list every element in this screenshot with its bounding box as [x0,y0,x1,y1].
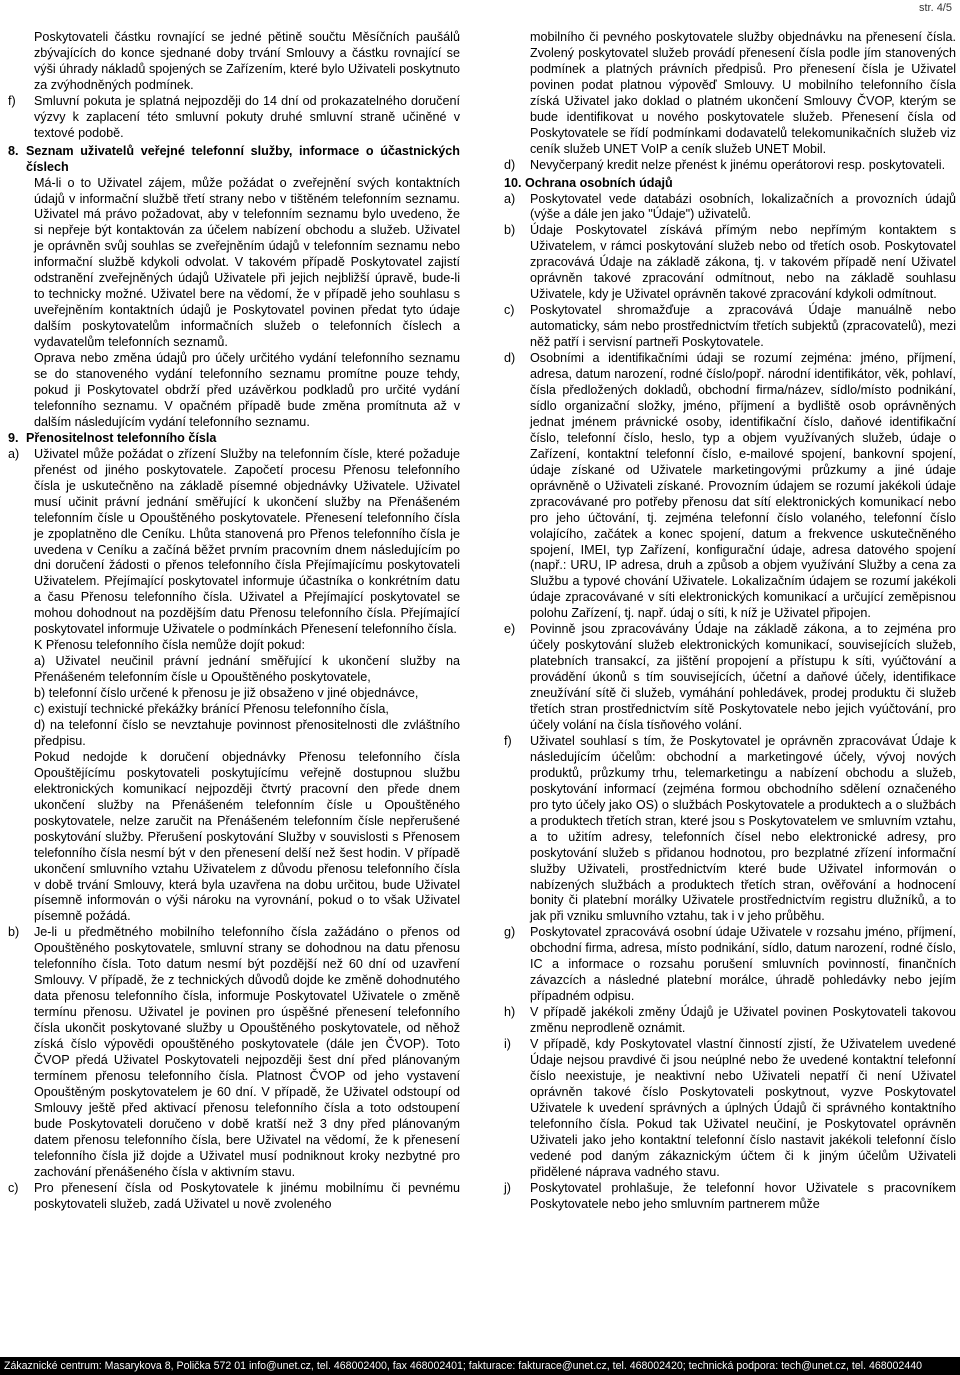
item-10d [504,351,956,622]
list-item: b) telefonní číslo určené k přenosu je již obsaženo v jiné objednávce, [34,686,419,701]
item-10h-marker: h) [504,1005,516,1020]
section-8-heading [8,144,460,176]
list-intro: K Přenosu telefonního čísla nemůže dojít pokud: [34,638,305,653]
item-9b-marker: b) [8,925,20,940]
item-10f-marker: f) [504,733,512,748]
item-9c-text: Pro přenesení čísla od Poskytovatele k jinému mobilnímu či pevnému poskytovateli služeb, zadá Uživatel u nově zvoleného [34,1180,460,1211]
item-9c-continuation: mobilního či pevného poskytovatele služby objednávku na přenesení čísla. Zvolený poskytovatel služeb provádí přenesení čísla podle jím stanovených podmínek a platných právních předpisů. Pro přenesení čísla je Uživatel povinen podat platnou výpověď Smlouvy. U mobilního telefonního čísla získá Uživatel jako doklad o platném ukončení Smlouvy ČVOP, kterým se bude identifikovat u nového poskytovatele služeb. Přenesení čísla od Poskytovatele se řídí podmínkami dodavatelů telekomunikačních služeb viz ceník služeb UNET VoIP a ceník služeb UNET Mobil. [530,30,956,156]
section-8-paragraph-1: Má-li o to Uživatel zájem, může požádat o zveřejnění svých kontaktních údajů v informační službě třetí strany nebo v tištěném telefonním seznamu. Uživatel má právo požadovat, aby v telefonním seznamu bylo uvedeno, že si nepřeje být kontaktován za účelem nabízení obchodu a služeb. Uživatel je oprávněn svůj souhlas se zveřejněním údajů v telefonním seznamu nebo informační službě kdykoli odvolat. V takovém případě Poskytovatel zajistí odstranění zveřejněných údajů Uživatele při jejich nejbližší úpravě, bude-li to technicky možné. Uživatel bere na vědomí, že v případě jeho souhlasu s uveřejněním kontaktních údajů je Poskytovatel povinen předat tyto údaje dalším poskytovatelům informačních služeb o telefonních číslech a vydavatelům telefonních seznamů. [34,175,460,350]
item-9d-text: Nevyčerpaný kredit nelze přenést k jinému operátorovi resp. poskytovateli. [530,157,946,172]
item-9a-paragraph-2: Pokud nedojde k doručení objednávky Přenosu telefonního čísla Opouštějícímu poskytovateli poskytujícímu veřejně dostupnou službu elektronických komunikací nejpozději čtvrtý pracovní den přede dnem ukončení služby na Přenášeném telefonním čísle u Opouštěného poskytovatele, nelze zaručit na Přenášeném telefonním čísle nepřerušené poskytování služby. Přerušení poskytování Služby v souvislosti s Přenosem telefonního čísla nesmí být v den přenesení delší než šest hodin. V případě ukončení smluvního vztahu Uživatelem z důvodu přenosu telefonního čísla v době trvání Smlouvy, která byla uzavřena na dobu určitou, bude Uživatel písemně informován o výši nároku na vyrovnání, pokud o to však Uživatel písemně požádá. [34,749,460,924]
item-9b-text: Je-li u předmětného mobilního telefonního čísla zažádáno o přenos od Opouštěného poskytovatele, smluvní strany se dohodnou na datu přenosu telefonního čísla. Toto datum nesmí být pozdější než 60 dní od uzavření Smlouvy. V případě, že z technických důvodů dojde ke změně dohodnutého data přenosu telefonního čísla, informuje Poskytovatel Uživatele o změně termínu přenosu. Uživatel je povinen pro úspěšné přenesení telefonního čísla ukončit poskytované služby u Opouštěného poskytovatele, od něhož získá číslo výpovědi opouštěného poskytovatele (dále jen ČVOP). Toto ČVOP předá Uživatel Poskytovateli nejpozději šest dní před plánovaným termínem přenosu telefonního čísla. Platnost ČVOP od jeho vystavení Opouštěným poskytovatelem je 60 dní. V případě, že Uživatel odstoupí od Smlouvy ještě před aktivací přenosu telefonního čísla a toto odstoupení bude Poskytovateli doručeno v době kratší než 3 dny před plánovaným datem přenosu telefonního čísla, bere Uživatel na vědomí, že k přenesení telefonního čísla již dojde a Uživatel musí podniknout kroky nezbytné pro zachování přenášeného čísla v aktivním stavu. [34,925,460,1179]
list-item: a) Uživatel neučinil právní jednání směřující k ukončení služby na Přenášeném telefonním čísle u Opouštěného poskytovatele, [34,654,460,685]
item-10b-marker: b) [504,223,516,238]
item-10g-marker: g) [504,925,516,940]
item-f-text: Smluvní pokuta je splatná nejpozději do 14 dní od prokazatelného doručení výzvy k zaplacení této smluvní pokuty druhé smluvní straně učiněné v textové podobě. [34,93,460,140]
item-9b [8,925,460,1180]
section-8-paragraph-2: Oprava nebo změna údajů pro účely určitého vydání telefonního seznamu se do stanoveného vydání telefonního seznamu promítne pouze tehdy, pokud ji Poskytovatel obdrží před uzávěrkou podkladů pro určité vydání telefonního seznamu. V opačném případě bude změna promítnuta až v dalším následujícím vydání telefonního seznamu. [34,351,460,429]
item-9c [8,1181,460,1213]
item-9a-marker: a) [8,446,20,461]
item-10e-marker: e) [504,622,516,637]
item-10b-text: Údaje Poskytovatel získává přímým nebo nepřímým kontaktem s Uživatelem, v rámci poskytování služeb nebo od třetích osob. Poskytovatel zpracovává Údaje na základě zákona, tj. v takovém případě není Uživatel oprávněn takové zpracování odmítnout, nebo na základě souhlasu Uživatele, kdy je Uživatel oprávněn takové zpracování kdykoli odmítnout. [530,223,956,302]
paragraph-intro: Poskytovateli částku rovnající se jedné pětině součtu Měsíčních paušálů zbývajících do konce sjednané doby trvání Smlouvy a částku rovnající se výši úhrady nákladů spojených se Zařízením, které bylo Uživateli poskytnuto za zvýhodněných podmínek. [34,30,460,92]
item-10h-text: V případě jakékoli změny Údajů je Uživatel povinen Poskytovateli takovou změnu neprodleně oznámit. [530,1005,956,1036]
item-9d-marker: d) [504,157,516,172]
item-10j [504,1181,956,1213]
item-9a [8,447,460,638]
section-9-heading [8,431,460,447]
item-10i-text: V případě, kdy Poskytovatel vlastní činností zjistí, že Uživatelem uvedené Údaje nejsou pravdivé či jsou neúplné nebo že uvedené kontaktní telefonní číslo neexistuje, je neaktivní nebo Uživateli nepatří či není Uživatel oprávněn takové číslo Poskytovateli poskytnout, vyzve Poskytovatel Uživatele k uvedení správných a úplných Údajů či správného kontaktního telefonního čísla. Pokud tak Uživatel neučiní, je Poskytovatel oprávněn Uživateli jako jeho kontaktní telefonní číslo nastavit jakékoli telefonní číslo vedené pod daným zákaznickým účtem či k jiným účelům Uživateli přidělené náprava vadného stavu. [530,1037,956,1179]
item-f-marker: f) [8,93,16,108]
item-10h [504,1005,956,1037]
footer-contact-bar: Zákaznické centrum: Masarykova 8, Polička 572 01 info@unet.cz, tel. 468002400, fax 468002401; fakturace: fakturace@unet.cz, tel. 468002420; technická podpora: tech@unet.cz, tel. 468002440 [0,1357,960,1375]
item-10f-text: Uživatel souhlasí s tím, že Poskytovatel je oprávněn zpracovávat Údaje k následujícím účelům: obchodní a marketingové účely, vývoj nových produktů, průzkumy trhu, telemarketingu a nabízení obchodu a služeb, poskytování informací (zejména formou obchodního sdělení označeného pro tyto účely jako OS) o službách Poskytovatele a produktech a o službách a produktech třetích stran, které jsou s Poskytovatelem ve smluvním vztahu, a to užitím adresy, telefonních čísel nebo elektronické adresy, pro poskytování služeb s přidanou hodnotou, pro bezplatné zřízení informační služby Uživateli, prostřednictvím které bude Uživatel informován o nabízených službách a produktech třetích stran, ověřování a hodnocení bonity či platební morálky Uživatele prostřednictvím registru dlužníků, a to jak při vzniku smluvního vztahu, tak i v jeho průběhu. [530,733,956,924]
item-10c-marker: c) [504,303,515,318]
item-10i [504,1037,956,1181]
list-item: d) na telefonní číslo se nevztahuje povinnost přenositelnosti dle zvláštního předpisu. [34,717,460,748]
section-9-title: Přenositelnost telefonního čísla [26,430,217,445]
item-10c-text: Poskytovatel shromažďuje a zpracovává Údaje manuálně nebo automaticky, sám nebo prostřednictvím třetích subjektů (zpracovatelů), mezi něž patří i servisní partneři Poskytovatele. [530,303,956,350]
item-10a-marker: a) [504,191,516,206]
section-9-number: 9. [8,430,19,445]
item-10b [504,223,956,303]
item-10d-text: Osobními a identifikačními údaji se rozumí zejména: jméno, příjmení, adresa, datum narození, rodné číslo/popř. národní identifikátor, věk, pohlaví, čísla předložených dokladů, obchodní firma/název, sídlo/místo podnikání, sídlo organizační složky, jméno, příjmení a bydliště osob oprávněných jednat jménem právnické osoby, identifikační číslo, daňové identifikační číslo, telefonní číslo, heslo, typ a objem využívaných služeb, údaje o Zařízení, kontaktní telefonní číslo, e-mailové spojení, bankovní spojení, údaje získané od Uživatele marketingovými průzkumy a jiné údaje oprávněně o Uživateli získané. Provozním údajem se rozumí jakékoli údaje zpracovávané pro potřeby přenosu dat sítí elektronických komunikací nebo pro jeho účtování, tj. zejména telefonní číslo volaného, telefonní číslo volajícího, začátek a konec spojení, datum a frekvence uskutečněného spojení, IMEI, typ Zařízení, konfigurační údaje, adresa datového spojení (např.: URU, IP adresa, druh a způsob a objem využívání Služby a cena za Službu a typové chování Uživatele. Lokalizačním údajem se rozumí jakékoli údaje zpracovávané v síti elektronických komunikací a určující zeměpisnou polohu Zařízení, tj. např. údaj o síti, k níž je Uživatel připojen. [530,351,956,621]
item-10d-marker: d) [504,351,516,366]
item-10g-text: Poskytovatel zpracovává osobní údaje Uživatele v rozsahu jméno, příjmení, obchodní firma, adresa, místo podnikání, sídlo, datum narození, rodné číslo, IC a informace o rozsahu porušení smluvních povinností, finančních závazcích a následné platební morálce, úhradě pohledávky nebo jejím případném odpisu. [530,925,956,1004]
section-8-title: Seznam uživatelů veřejné telefonní služby, informace o účastnických číslech [26,143,460,174]
section-8-number: 8. [8,143,19,158]
item-10a [504,192,956,224]
item-10j-text: Poskytovatel prohlašuje, že telefonní hovor Uživatele s pracovníkem Poskytovatele nebo jeho smluvním partnerem může [530,1180,956,1211]
item-f [8,94,460,142]
page-number: str. 4/5 [918,2,952,14]
item-10g [504,925,956,1005]
item-10i-marker: i) [504,1037,511,1052]
item-10e [504,622,956,734]
item-9c-marker: c) [8,1180,19,1195]
item-10c [504,303,956,351]
left-column [8,30,460,1213]
item-10a-text: Poskytovatel vede databázi osobních, lokalizačních a provozních údajů (výše a dále jen jako "Údaje") uživatelů. [530,191,956,222]
item-9d [504,158,956,174]
item-9a-text: Uživatel může požádat o zřízení Služby na telefonním čísle, které požaduje přenést od jiného poskytovatele. Započetí procesu Přenosu telefonního čísla je uskutečněno na základě písemné objednávky Uživatele. Uživatel musí učinit právní jednání směřující k ukončení služby na Přenášeném telefonním čísle u Opouštěného poskytovatele. Přenesení telefonního čísla je zpoplatněno dle Ceníku. Lhůta stanovená pro Přenos telefonního čísla je uvedena v Ceníku a začíná běžet prvním pracovním dnem následujícím po dni doručení žádosti o přenos telefonního čísla Přejímajícímu poskytovateli Uživatelem. Přejímající poskytovatel informuje účastníka o konkrétním datu a času Přenosu telefonního čísla. Uživatel a Přejímající poskytovatel se mohou dohodnout na pozdějším datu Přenosu telefonního čísla. Přejímající poskytovatel informuje Uživatele o podmínkách Přenesení telefonního čísla. [34,446,460,637]
item-10f [504,734,956,925]
list-item: c) existují technické překážky bránící Přenosu telefonního čísla, [34,702,389,717]
section-10-heading: 10. Ochrana osobních údajů [504,175,673,190]
right-column [504,30,956,1213]
item-10e-text: Povinně jsou zpracovávány Údaje na základě zákona, a to zejména pro účely poskytování služeb elektronických komunikací, souvisejících služeb, platebních transakcí, za jištění propojení a přístupu k síti, vyúčtování a provádění úkonů s tím souvisejících, účetní a daňové účely, identifikace zneužívání sítě či služeb, vymáhání pohledávek, prodej produktu či služeb třetích stran prostřednictvím sítě Poskytovatele nebo jejich vyúčtování, pro účely volání na čísla tísňového volání. [530,622,956,732]
item-10j-marker: j) [504,1180,511,1195]
